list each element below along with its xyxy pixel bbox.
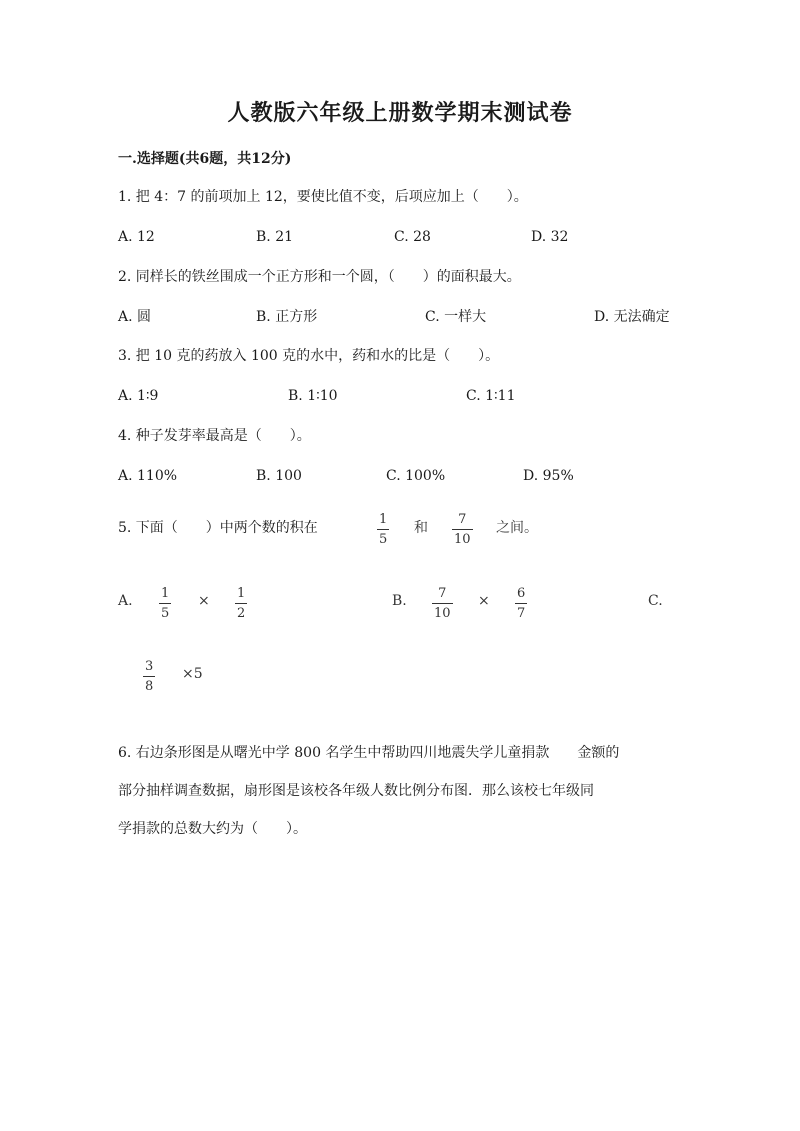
fraction-denominator: 5 — [161, 606, 170, 621]
question-4-option-a: A. 110% — [118, 468, 178, 484]
fraction-denominator: 10 — [454, 532, 471, 547]
question-5-option-c-fraction — [143, 659, 155, 694]
question-5-fraction-upper — [452, 512, 473, 547]
question-4-option-c: C. 100% — [386, 468, 446, 484]
question-2-option-b: B. 正方形 — [256, 309, 318, 325]
fraction-bar — [515, 603, 527, 604]
question-5-option-a-label: A. — [118, 593, 133, 609]
question-3-option-c: C. 1∶11 — [466, 388, 516, 404]
question-1-option-d: D. 32 — [531, 229, 569, 245]
fraction-denominator: 10 — [434, 606, 451, 621]
question-5-option-a-times: × — [198, 593, 210, 609]
question-2-option-a: A. 圆 — [118, 309, 152, 325]
question-3-option-b: B. 1∶10 — [288, 388, 338, 404]
question-5-option-c-tail: ×5 — [182, 666, 203, 682]
fraction-numerator: 1 — [237, 586, 246, 601]
section-heading: 一.选择题(共6题，共12分) — [118, 151, 292, 167]
fraction-denominator: 8 — [145, 679, 154, 694]
question-5-option-b-fraction-1 — [432, 586, 453, 621]
question-6-line-2: 部分抽样调查数据，扇形图是该校各年级人数比例分布图．那么该校七年级同 — [118, 783, 594, 799]
question-2-stem: 2. 同样长的铁丝围成一个正方形和一个圆，（ ）的面积最大。 — [118, 269, 521, 285]
fraction-numerator: 1 — [161, 586, 170, 601]
question-6-line-1: 6. 右边条形图是从曙光中学 800 名学生中帮助四川地震失学儿童捐款 金额的 — [118, 745, 620, 761]
question-3-stem: 3. 把 10 克的药放入 100 克的水中，药和水的比是（ ）。 — [118, 348, 500, 364]
question-4-stem: 4. 种子发芽率最高是（ ）。 — [118, 428, 311, 444]
question-5-option-b-times: × — [478, 593, 490, 609]
question-5-stem-part1: 5. 下面（ ）中两个数的积在 — [118, 520, 318, 536]
fraction-bar — [235, 603, 247, 604]
question-4-option-d: D. 95% — [523, 468, 574, 484]
question-3-option-a: A. 1∶9 — [118, 388, 159, 404]
question-5-option-c-label: C. — [648, 593, 663, 609]
fraction-numerator: 1 — [379, 512, 388, 527]
fraction-bar — [452, 529, 473, 530]
question-1-stem: 1. 把 4：7 的前项加上 12，要使比值不变，后项应加上（ ）。 — [118, 189, 528, 205]
question-1-option-b: B. 21 — [256, 229, 294, 245]
question-1-option-c: C. 28 — [394, 229, 431, 245]
fraction-numerator: 3 — [145, 659, 154, 674]
question-6-line-3: 学捐款的总数大约为（ ）。 — [118, 821, 307, 837]
question-5-stem-part2: 之间。 — [496, 520, 538, 536]
fraction-denominator: 5 — [379, 532, 388, 547]
question-5-option-a-fraction-2 — [235, 586, 247, 621]
question-2-option-d: D. 无法确定 — [594, 309, 670, 325]
question-5-option-b-fraction-2 — [515, 586, 527, 621]
question-5-option-b-label: B. — [392, 593, 407, 609]
question-1-option-a: A. 12 — [118, 229, 155, 245]
fraction-numerator: 7 — [458, 512, 467, 527]
fraction-denominator: 2 — [237, 606, 246, 621]
fraction-bar — [143, 676, 155, 677]
fraction-bar — [159, 603, 171, 604]
question-2-option-c: C. 一样大 — [425, 309, 487, 325]
fraction-bar — [432, 603, 453, 604]
fraction-numerator: 7 — [438, 586, 447, 601]
question-5-option-a-fraction-1 — [159, 586, 171, 621]
fraction-denominator: 7 — [517, 606, 526, 621]
fraction-bar — [377, 529, 389, 530]
page-title: 人教版六年级上册数学期末测试卷 — [227, 100, 573, 126]
question-4-option-b: B. 100 — [256, 468, 302, 484]
fraction-numerator: 6 — [517, 586, 526, 601]
question-5-and: 和 — [414, 520, 428, 536]
question-5-fraction-lower — [377, 512, 389, 547]
